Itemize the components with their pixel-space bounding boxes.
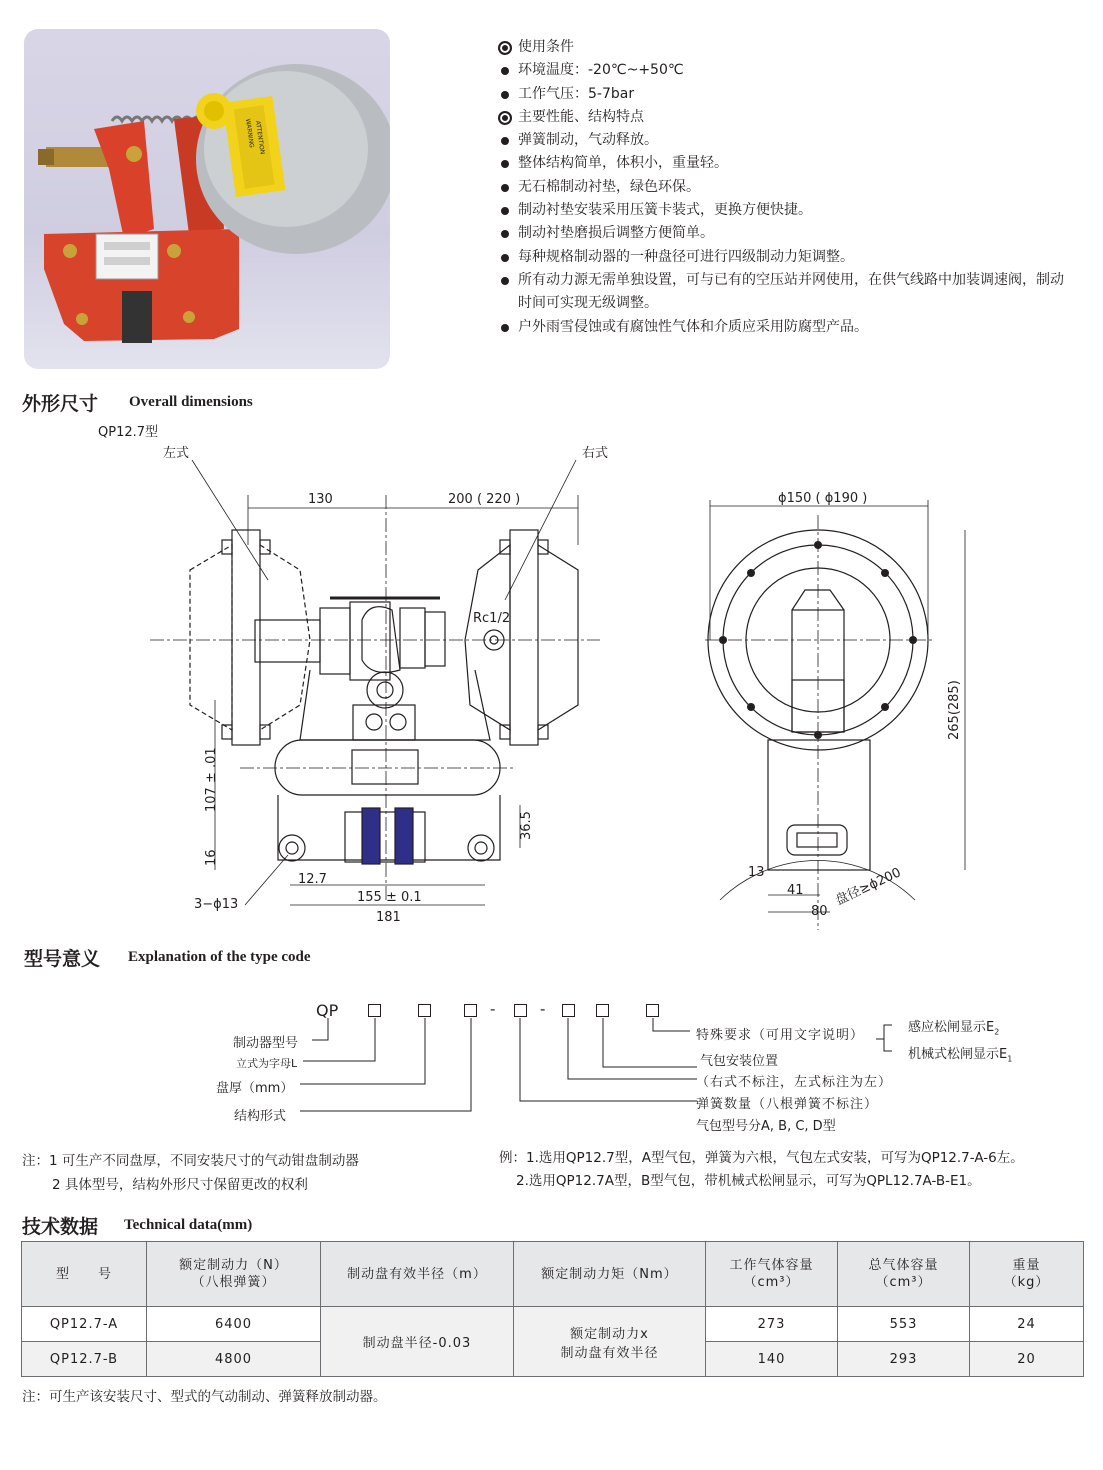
feature-item [497,269,1077,316]
left-type-label: 左式 [163,446,190,461]
feature-item [497,222,1077,245]
table-row [22,1307,1084,1342]
tech-title-cn: 技术数据 [22,1216,99,1238]
cell-torque: 额定制动力x 制动盘有效半径 [514,1307,706,1377]
label-special: 特殊要求（可用文字说明） [696,1028,865,1043]
dim-phi: ϕ150 ( ϕ190 ) [778,491,868,506]
brake-illustration [24,29,390,369]
example-1: 例：1.选用QP12.7型，A型气包，弹簧为六根，气包左式安装，可写为QP12.7-A-6左。 [499,1150,1024,1166]
dims-title-en: Overall dimensions [129,394,253,410]
holes-label: 3−ϕ13 [194,897,239,912]
label-mech-release: 机械式松闸显示$E_1$ [908,1047,1013,1064]
warning-label: WARNING [244,118,256,149]
cell-model: QP12.7-A [22,1307,147,1342]
label-disc-thickness: 盘厚（mm） [216,1081,294,1096]
rc-label: Rc1/2 [473,611,511,626]
cell-model: QP12.7-B [22,1342,147,1377]
code-dash-1: - [490,1000,496,1018]
dim-13: 13 [748,865,765,880]
feature-text: 制动衬垫安装采用压簧卡装式，更换方便快捷。 [518,202,812,219]
dot-bullet-icon [497,176,518,199]
footer-note: 注：可生产该安装尺寸、型式的气动制动、弹簧释放制动器。 [22,1389,387,1405]
dot-bullet-icon [497,83,518,106]
feature-item [497,152,1077,175]
feature-item [497,106,1077,129]
dimension-drawing [0,418,1103,943]
dim-181: 181 [376,910,401,925]
dot-bullet-icon [497,59,518,82]
label-vertical-l: 立式为字母L [236,1057,298,1070]
code-dash-2: - [540,1000,546,1018]
label-bag-type: 气包型号分A, B, C, D型 [696,1119,836,1134]
th-torque: 额定制动力矩（Nm） [514,1242,706,1307]
feature-item [497,36,1077,59]
feature-text: 工作气压：5-7bar [518,85,635,102]
feature-item [497,316,1077,339]
dot-bullet-icon [497,199,518,222]
feature-item [497,199,1077,222]
dims-title-cn: 外形尺寸 [22,393,99,415]
note-1: 注：1 可生产不同盘厚，不同安装尺寸的气动钳盘制动器 [22,1153,359,1169]
feature-text: 制动衬垫磨损后调整方便简单。 [518,225,714,242]
note-2: 2 具体型号，结构外形尺寸保留更改的权利 [52,1177,308,1193]
label-bag-position-note: （右式不标注，左式标注为左） [696,1075,893,1090]
tech-title-en: Technical data(mm) [124,1217,253,1233]
cell-force: 6400 [147,1307,321,1342]
dim-12-7: 12.7 [298,872,327,887]
dim-80: 80 [811,904,828,919]
feature-item [497,246,1077,269]
label-structure: 结构形式 [234,1109,287,1124]
label-bag-position: 气包安装位置 [700,1054,779,1069]
feature-text: 无石棉制动衬垫，绿色环保。 [518,178,700,195]
ring-bullet-icon [497,106,518,129]
type-title-cn: 型号意义 [24,948,101,970]
feature-item [497,83,1077,106]
dot-bullet-icon [497,152,518,175]
tech-table [21,1241,1084,1377]
feature-item [497,59,1077,82]
feature-text: 主要性能、结构特点 [518,108,644,125]
feature-text: 使用条件 [518,39,574,55]
cell-work: 273 [706,1307,838,1342]
dot-bullet-icon [497,222,518,245]
right-type-label: 右式 [582,446,609,461]
label-sensor-release: 感应松闸显示$E_2$ [908,1020,1000,1037]
dim-41: 41 [787,883,804,898]
feature-text: 户外雨雪侵蚀或有腐蚀性气体和介质应采用防腐型产品。 [518,318,868,335]
feature-list [497,36,1077,339]
th-force: 额定制动力（N） （八根弹簧） [147,1242,321,1307]
model-label: QP12.7型 [98,425,159,440]
cell-weight: 20 [970,1342,1084,1377]
cell-total: 293 [838,1342,970,1377]
feature-text: 每种规格制动器的一种盘径可进行四级制动力矩调整。 [518,248,854,265]
type-title-en: Explanation of the type code [128,949,311,965]
label-brake-model: 制动器型号 [233,1036,299,1051]
dot-bullet-icon [497,129,518,152]
feature-item [497,176,1077,199]
th-total-volume: 总气体容量 （cm³） [838,1242,970,1307]
th-weight: 重量 （kg） [970,1242,1084,1307]
dim-16: 16 [204,849,219,866]
dot-bullet-icon [497,316,518,339]
dot-bullet-icon [497,246,518,269]
disc-diameter: 盘径≥ϕ200 [833,865,904,909]
dim-200: 200 ( 220 ) [448,492,521,507]
dim-36-5: 36.5 [519,811,534,840]
dim-155: 155 ± 0.1 [357,890,422,905]
th-model: 型 号 [22,1242,147,1307]
feature-text: 弹簧制动，气动释放。 [518,132,658,149]
attention-label: ATTENTION [254,120,266,155]
feature-text: 环境温度：-20℃~+50℃ [518,62,684,79]
feature-text: 所有动力源无需单独设置，可与已有的空压站并网使用，在供气线路中加装调速阀，制动时间可实现无级调整。 [518,271,1064,312]
type-code-diagram [0,995,1103,1134]
example-2: 2.选用QP12.7A型，B型气包，带机械式松闸显示，可写为QPL12.7A-B-E1。 [516,1173,981,1189]
ring-bullet-icon [497,36,518,59]
code-prefix: QP [316,1001,339,1020]
th-work-volume: 工作气体容量 （cm³） [706,1242,838,1307]
product-photo [24,29,390,369]
label-spring-count: 弹簧数量（八根弹簧不标注） [696,1097,879,1112]
dim-130: 130 [308,492,333,507]
cell-force: 4800 [147,1342,321,1377]
th-radius: 制动盘有效半径（m） [321,1242,514,1307]
cell-weight: 24 [970,1307,1084,1342]
dim-107: 107 ± .01 [204,747,219,812]
cell-total: 553 [838,1307,970,1342]
cell-radius: 制动盘半径-0.03 [321,1307,514,1377]
feature-item [497,129,1077,152]
dim-265: 265(285) [947,680,962,740]
cell-work: 140 [706,1342,838,1377]
dot-bullet-icon [497,269,518,292]
feature-text: 整体结构简单，体积小，重量轻。 [518,155,728,172]
